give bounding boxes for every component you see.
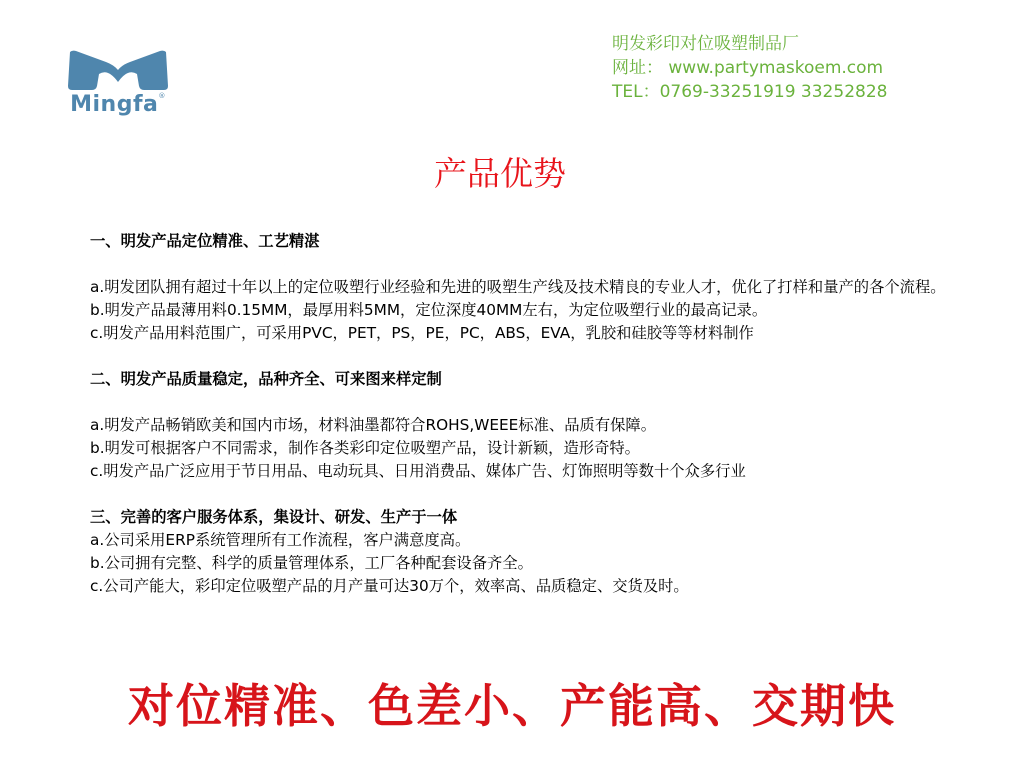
mingfa-logo <box>62 48 174 126</box>
slogan: 对位精准、色差小、产能高、交期快 <box>128 679 896 733</box>
section-heading: 二、明发产品质量稳定，品种齐全、可来图来样定制 <box>90 370 442 388</box>
list-item: c.明发产品广泛应用于节日用品、电动玩具、日用消费品、媒体广告、灯饰照明等数十个众多行业 <box>90 462 746 480</box>
page-title: 产品优势 <box>434 154 566 193</box>
list-item: c.明发产品用料范围广，可采用PVC，PET，PS，PE，PC，ABS，EVA，乳胶和硅胶等等材料制作 <box>90 324 754 342</box>
list-item: c.公司产能大，彩印定位吸塑产品的月产量可达30万个，效率高、品质稳定、交货及时。 <box>90 577 689 595</box>
logo-wordmark <box>62 92 174 117</box>
telephone-line: TEL：0769-33251919 33252828 <box>612 82 888 102</box>
company-name: 明发彩印对位吸塑制品厂 <box>612 34 799 54</box>
list-item: a.明发团队拥有超过十年以上的定位吸塑行业经验和先进的吸塑生产线及技术精良的专业人才，优化了打样和量产的各个流程。 <box>90 278 946 296</box>
list-item: a.明发产品畅销欧美和国内市场，材料油墨都符合ROHS,WEEE标准、品质有保障。 <box>90 416 657 434</box>
website-line: 网址： www.partymaskoem.com <box>612 58 884 78</box>
list-item: a.公司采用ERP系统管理所有工作流程，客户满意度高。 <box>90 531 471 549</box>
section-heading: 一、明发产品定位精准、工艺精湛 <box>90 232 320 250</box>
logo-brand-text: Mingfa <box>70 92 159 117</box>
section-2 <box>90 368 970 483</box>
registered-mark: ® <box>158 92 166 100</box>
list-item: b.公司拥有完整、科学的质量管理体系，工厂各种配套设备齐全。 <box>90 554 533 572</box>
contact-info <box>612 32 887 104</box>
advantages-content <box>90 230 970 598</box>
mask-logo-icon <box>62 48 174 92</box>
list-item: b.明发产品最薄用料0.15MM，最厚用料5MM，定位深度40MM左右，为定位吸塑行业的最高记录。 <box>90 301 768 319</box>
section-3 <box>90 506 970 598</box>
section-heading: 三、完善的客户服务体系，集设计、研发、生产于一体 <box>90 508 458 526</box>
list-item: b.明发可根据客户不同需求，制作各类彩印定位吸塑产品，设计新颖，造形奇特。 <box>90 439 640 457</box>
section-1 <box>90 230 970 345</box>
